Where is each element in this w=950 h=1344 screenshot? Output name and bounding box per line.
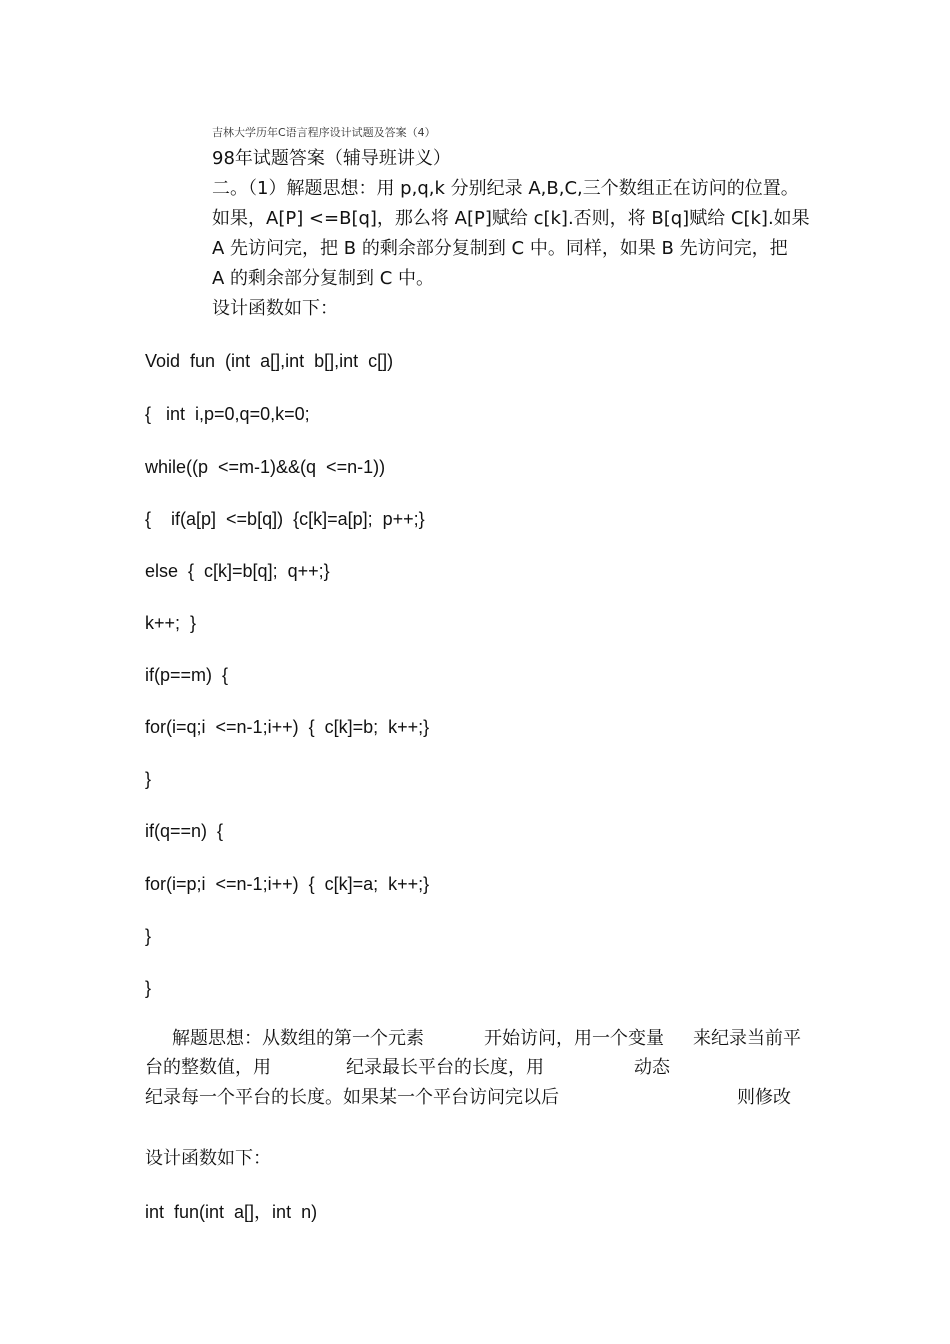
para-text: 动态 [634, 1057, 670, 1078]
page-header: 吉林大学历年C语言程序设计试题及答案（4） [212, 126, 436, 139]
para-text: 则修改 [737, 1087, 791, 1108]
code-line: if(p==m) { [145, 665, 229, 685]
intro-line: 设计函数如下： [212, 298, 338, 319]
code-line: for(i=p;i <=n-1;i++) { c[k]=a; k++;} [145, 874, 430, 894]
intro-line: 二。（1）解题思想：用 p,q,k 分别纪录 A,B,C,三个数组正在访问的位置。 [212, 178, 799, 199]
intro-line: A 的剩余部分复制到 C 中。 [212, 268, 435, 289]
code-line: { int i,p=0,q=0,k=0; [145, 404, 310, 424]
code-line: if(q==n) { [145, 821, 224, 841]
code-line: } [145, 978, 152, 998]
intro-line: A 先访问完，把 B 的剩余部分复制到 C 中。同样，如果 B 先访问完，把 [212, 238, 788, 259]
code-line: while((p <=m-1)&&(q <=n-1)) [145, 457, 386, 477]
design-heading: 设计函数如下： [145, 1148, 271, 1169]
code-line: else { c[k]=b[q]; q++;} [145, 561, 330, 581]
code-line: } [145, 926, 152, 946]
para-text: 纪录最长平台的长度，用 [346, 1057, 544, 1078]
para-text: 开始访问，用一个变量 [484, 1028, 664, 1049]
code-line: { if(a[p] <=b[q]) {c[k]=a[p]; p++;} [145, 509, 425, 529]
section-title: 98年试题答案（辅导班讲义） [212, 148, 451, 169]
para-text: 台的整数值，用 [145, 1057, 271, 1078]
code-line: int fun(int a[]，int n) [145, 1202, 318, 1222]
code-line: k++; } [145, 613, 197, 633]
para-text: 来纪录当前平 [693, 1028, 801, 1049]
code-line: Void fun (int a[],int b[],int c[]) [145, 351, 394, 371]
code-line: for(i=q;i <=n-1;i++) { c[k]=b; k++;} [145, 717, 430, 737]
code-line: } [145, 769, 152, 789]
para-text: 解题思想：从数组的第一个元素 [172, 1028, 424, 1049]
intro-line: 如果，A[P] <=B[q]，那么将 A[P]赋给 c[k].否则，将 B[q]赋给 C[k].如果 [212, 208, 810, 229]
para-text: 纪录每一个平台的长度。如果某一个平台访问完以后 [145, 1087, 559, 1108]
